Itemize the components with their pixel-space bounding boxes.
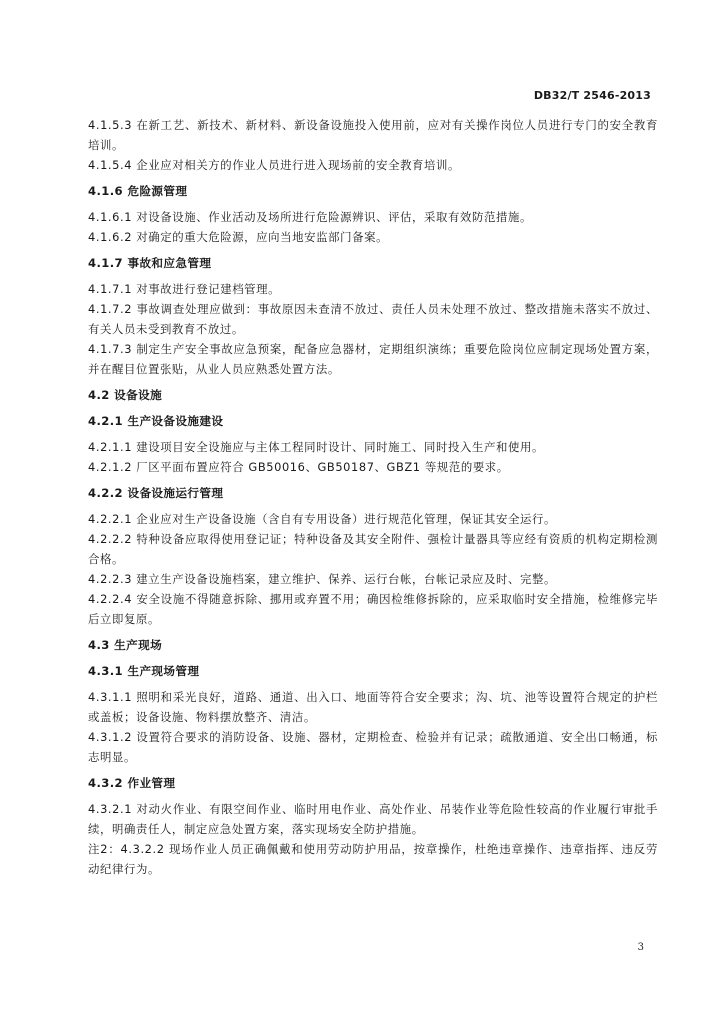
section-heading-4-1-6: 4.1.6 危险源管理 [88,184,188,198]
section-heading-4-2-2: 4.2.2 设备设施运行管理 [88,486,224,500]
clause-4-2-1-2: 4.2.1.2 厂区平面布置应符合 GB50016、GB50187、GBZ1 等规范的要求。 [88,460,509,474]
page-number: 3 [637,942,644,953]
clause-4-3-2-1: 4.3.2.1 对动火作业、有限空间作业、临时用电作业、高处作业、吊装作业等危险性较高的作业履行审批手续，明确责任人，制定应急处置方案，落实现场安全防护措施。 [88,802,658,836]
section-heading-4-2-1: 4.2.1 生产设备设施建设 [88,414,224,428]
clause-4-1-6-2: 4.1.6.2 对确定的重大危险源，应向当地安监部门备案。 [88,230,389,244]
section-heading-4-2: 4.2 设备设施 [88,388,163,402]
clause-4-3-1-1: 4.3.1.1 照明和采光良好，道路、通道、出入口、地面等符合安全要求；沟、坑、池等设置符合规定的护栏或盖板；设备设施、物料摆放整齐、清洁。 [88,690,658,724]
document-code-header: DB32/T 2546-2013 [533,89,651,102]
clause-4-1-5-4: 4.1.5.4 企业应对相关方的作业人员进行进入现场前的安全教育培训。 [88,158,461,172]
document-body [88,115,658,879]
clause-4-2-2-2: 4.2.2.2 特种设备应取得使用登记证；特种设备及其安全附件、强检计量器具等应经有资质的机构定期检测合格。 [88,532,658,566]
clause-4-1-7-1: 4.1.7.1 对事故进行登记建档管理。 [88,282,281,296]
clause-4-1-7-3: 4.1.7.3 制定生产安全事故应急预案，配备应急器材，定期组织演练；重要危险岗位应制定现场处置方案，并在醒目位置张贴，从业人员应熟悉处置方法。 [88,342,658,376]
clause-4-1-6-1: 4.1.6.1 对设备设施、作业活动及场所进行危险源辨识、评估，采取有效防范措施。 [88,210,532,224]
section-heading-4-1-7: 4.1.7 事故和应急管理 [88,256,212,270]
section-heading-4-3: 4.3 生产现场 [88,638,163,652]
clause-4-2-2-3: 4.2.2.3 建立生产设备设施档案，建立维护、保养、运行台帐，台帐记录应及时、完整。 [88,572,556,586]
section-heading-4-3-2: 4.3.2 作业管理 [88,776,176,790]
clause-4-1-7-2: 4.1.7.2 事故调查处理应做到：事故原因未查清不放过、责任人员未处理不放过、整改措施未落实不放过、有关人员未受到教育不放过。 [88,302,658,336]
clause-4-3-1-2: 4.3.1.2 设置符合要求的消防设备、设施、器材，定期检查、检验并有记录；疏散通道、安全出口畅通，标志明显。 [88,730,658,764]
section-heading-4-3-1: 4.3.1 生产现场管理 [88,664,200,678]
clause-4-3-2-2-note: 注2：4.3.2.2 现场作业人员正确佩戴和使用劳动防护用品，按章操作，杜绝违章操作、违章指挥、违反劳动纪律行为。 [88,842,658,876]
clause-4-1-5-3: 4.1.5.3 在新工艺、新技术、新材料、新设备设施投入使用前，应对有关操作岗位人员进行专门的安全教育培训。 [88,118,658,152]
clause-4-2-1-1: 4.2.1.1 建设项目安全设施应与主体工程同时设计、同时施工、同时投入生产和使用。 [88,440,544,454]
clause-4-2-2-4: 4.2.2.4 安全设施不得随意拆除、挪用或弃置不用；确因检维修拆除的，应采取临时安全措施，检维修完毕后立即复原。 [88,592,658,626]
clause-4-2-2-1: 4.2.2.1 企业应对生产设备设施（含自有专用设备）进行规范化管理，保证其安全运行。 [88,512,556,526]
